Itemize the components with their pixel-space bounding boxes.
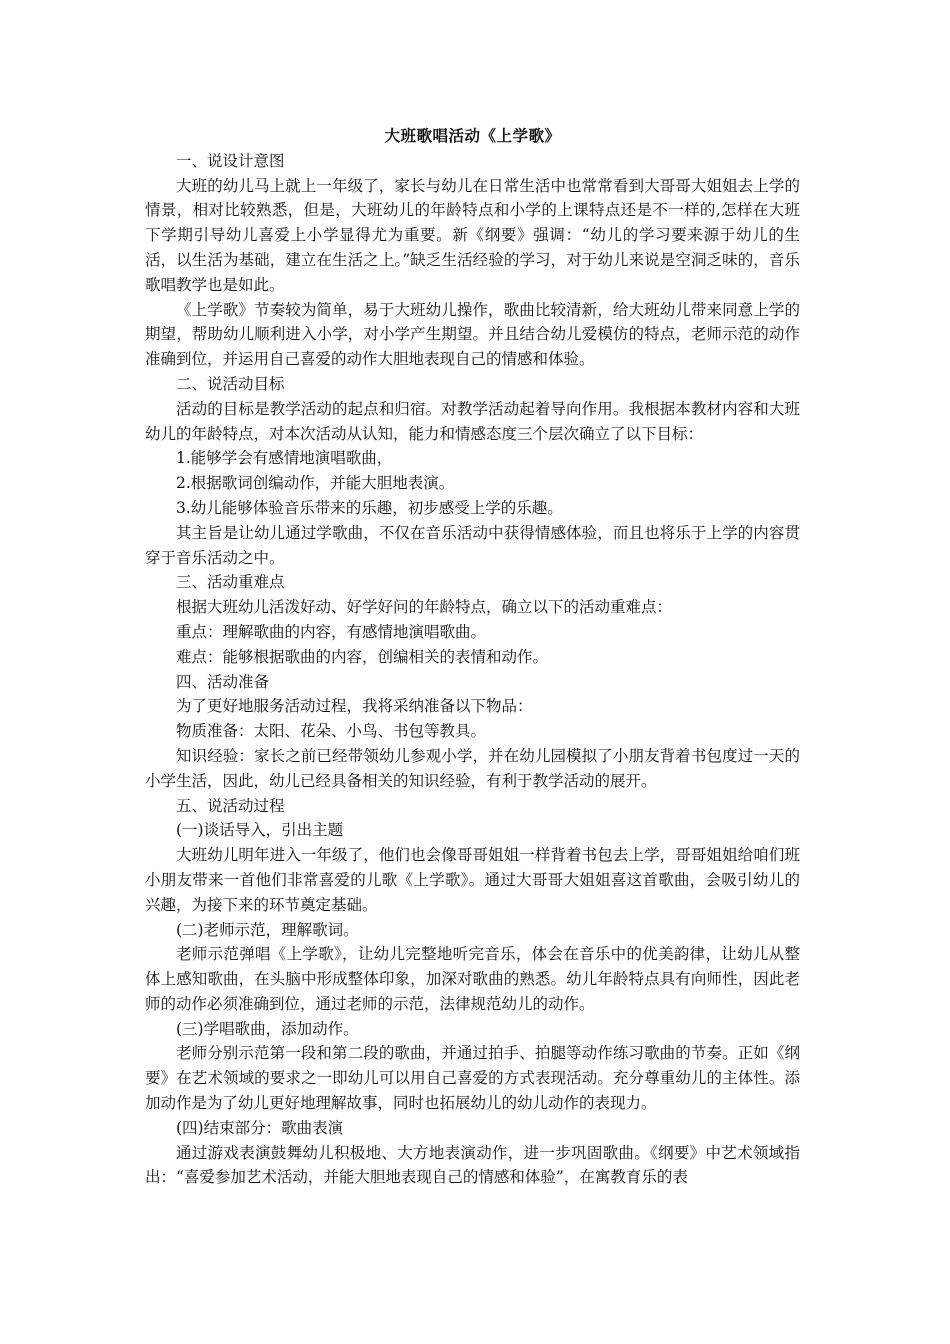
paragraph: 重点：理解歌曲的内容，有感情地演唱歌曲。 <box>176 622 487 641</box>
list-item: 3.幼儿能够体验音乐带来的乐趣，初步感受上学的乐趣。 <box>176 498 563 517</box>
section-heading-objectives: 二、说活动目标 <box>176 374 285 393</box>
list-item: 2.根据歌词创编动作，并能大胆地表演。 <box>176 474 455 493</box>
subsection-heading: (一)谈话导入，引出主题 <box>176 821 344 840</box>
paragraph: 为了更好地服务活动过程，我将采纳准备以下物品： <box>176 697 533 716</box>
document-page <box>145 124 800 1190</box>
section-heading-preparation: 四、活动准备 <box>176 672 270 691</box>
paragraph: 通过游戏表演鼓舞幼儿积极地、大方地表演动作，进一步巩固歌曲。《纲要》中艺术领域指出：“喜爱参加艺术活动，并能大胆地表现自己的情感和体验”，在寓教育乐的表 <box>145 1143 800 1187</box>
section-heading-process: 五、说活动过程 <box>176 796 285 815</box>
document-title: 大班歌唱活动《上学歌》 <box>384 126 561 145</box>
paragraph: 物质准备：太阳、花朵、小鸟、书包等教具。 <box>176 722 487 741</box>
paragraph: 大班幼儿明年进入一年级了，他们也会像哥哥姐姐一样背着书包去上学，哥哥姐姐给咱们班小朋友带来一首他们非常喜爱的儿歌《上学歌》。通过大哥哥大姐姐喜这首歌曲，会吸引幼儿的兴趣，为接下来的环节奠定基础。 <box>145 846 800 914</box>
subsection-heading: (三)学唱歌曲，添加动作。 <box>176 1019 359 1038</box>
subsection-heading: (四)结束部分：歌曲表演 <box>176 1118 344 1137</box>
paragraph: 知识经验：家长之前已经带领幼儿参观小学，并在幼儿园模拟了小朋友背着书包度过一天的小学生活，因此，幼儿已经具备相关的知识经验，有利于教学活动的展开。 <box>145 746 800 790</box>
list-item: 1.能够学会有感情地演唱歌曲， <box>176 449 393 468</box>
paragraph: 难点：能够根据歌曲的内容，创编相关的表情和动作。 <box>176 647 549 666</box>
paragraph: 根据大班幼儿活泼好动、好学好问的年龄特点，确立以下的活动重难点： <box>176 598 673 617</box>
section-heading-key-points: 三、活动重难点 <box>176 573 285 592</box>
paragraph: 《上学歌》节奏较为简单，易于大班幼儿操作，歌曲比较清新，给大班幼儿带来同意上学的期望，帮助幼儿顺利进入小学，对小学产生期望。并且结合幼儿爱模仿的特点，老师示范的动作准确到位，并运用自己喜爱的动作大胆地表现自己的情感和体验。 <box>145 300 800 369</box>
paragraph: 老师分别示范第一段和第二段的歌曲，并通过拍手、拍腿等动作练习歌曲的节奏。正如《纲要》在艺术领域的要求之一即幼儿可以用自己喜爱的方式表现活动。充分尊重幼儿的主体性。添加动作是为了幼儿更好地理解故事，同时也拓展幼儿的幼儿动作的表现力。 <box>145 1044 800 1113</box>
paragraph: 其主旨是让幼儿通过学歌曲，不仅在音乐活动中获得情感体验，而且也将乐于上学的内容贯穿于音乐活动之中。 <box>145 523 800 567</box>
paragraph: 大班的幼儿马上就上一年级了，家长与幼儿在日常生活中也常常看到大哥哥大姐姐去上学的情景，相对比较熟悉，但是，大班幼儿的年龄特点和小学的上课特点还是不一样的,怎样在大班下学期引导幼儿喜爱上小学显得尤为重要。新《纲要》强调：“幼儿的学习要来源于幼儿的生活，以生活为基础，建立在生活之上。”缺乏生活经验的学习，对于幼儿来说是空洞乏味的，音乐歌唱教学也是如此。 <box>145 176 800 294</box>
section-heading-design-intent: 一、说设计意图 <box>176 151 285 170</box>
paragraph: 老师示范弹唱《上学歌》，让幼儿完整地听完音乐，体会在音乐中的优美韵律，让幼儿从整体上感知歌曲，在头脑中形成整体印象，加深对歌曲的熟悉。幼儿年龄特点具有向师性，因此老师的动作必须准确到位，通过老师的示范，法律规范幼儿的动作。 <box>145 945 800 1013</box>
paragraph: 活动的目标是教学活动的起点和归宿。对教学活动起着导向作用。我根据本教材内容和大班幼儿的年龄特点，对本次活动从认知，能力和情感态度三个层次确立了以下目标： <box>145 399 800 443</box>
subsection-heading: (二)老师示范，理解歌词。 <box>176 920 359 939</box>
